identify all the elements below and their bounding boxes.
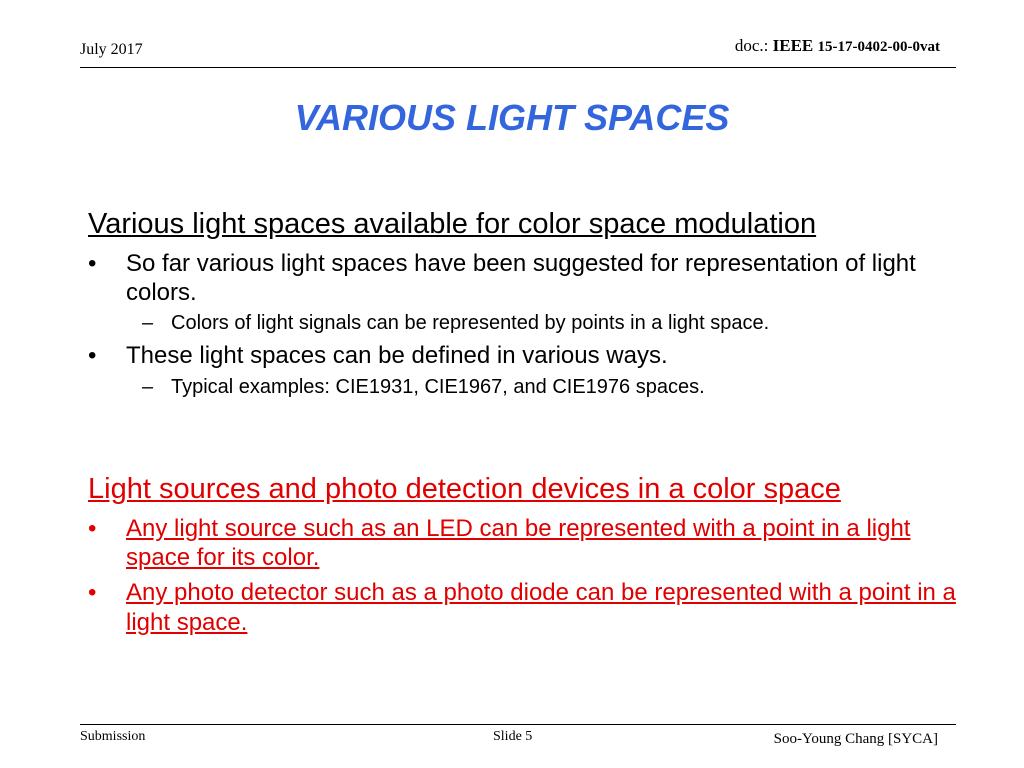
slide-title: VARIOUS LIGHT SPACES bbox=[294, 97, 730, 138]
bullet-text: So far various light spaces have been suggested for representation of light colors. bbox=[126, 249, 916, 307]
dash-marker: – bbox=[142, 312, 154, 335]
doc-label: doc.: bbox=[734, 36, 769, 55]
bullet-marker: • bbox=[88, 342, 97, 370]
doc-org: IEEE bbox=[772, 36, 814, 55]
sub-bullet-text: Colors of light signals can be represented by points in a light space. bbox=[171, 312, 770, 335]
section-light-spaces bbox=[88, 209, 958, 400]
bullet-text: Any light source such as an LED can be represented with a point in a light space for its color. bbox=[126, 514, 911, 572]
sub-bullet-item bbox=[88, 374, 958, 400]
bullet-item bbox=[88, 514, 958, 573]
bullet-marker: • bbox=[88, 514, 97, 542]
section-heading: Various light spaces available for color space modulation bbox=[88, 208, 817, 240]
section-light-sources bbox=[88, 474, 958, 637]
sub-bullet-text: Typical examples: CIE1931, CIE1967, and CIE1976 spaces. bbox=[171, 375, 705, 398]
sub-bullet-item bbox=[88, 310, 958, 336]
bullet-text: Any photo detector such as a photo diode can be represented with a point in a light space. bbox=[126, 579, 956, 636]
section-heading: Light sources and photo detection devices in a color space bbox=[88, 473, 841, 505]
bullet-marker: • bbox=[88, 249, 97, 277]
bullet-item bbox=[88, 249, 958, 308]
bullet-marker: • bbox=[88, 579, 97, 607]
header-rule bbox=[80, 67, 956, 68]
doc-number: 15-17-0402-00-0vat bbox=[817, 39, 940, 55]
bullet-text: These light spaces can be defined in various ways. bbox=[126, 342, 668, 370]
footer-slide-number: Slide 5 bbox=[493, 729, 533, 744]
footer-rule bbox=[80, 724, 956, 725]
bullet-item bbox=[88, 341, 958, 370]
dash-marker: – bbox=[142, 375, 154, 398]
footer-author: Soo-Young Chang [SYCA] bbox=[773, 731, 938, 747]
header-date: July 2017 bbox=[80, 41, 143, 58]
footer-submission: Submission bbox=[80, 729, 146, 744]
bullet-item bbox=[88, 578, 958, 637]
header-doc-id bbox=[735, 36, 940, 56]
